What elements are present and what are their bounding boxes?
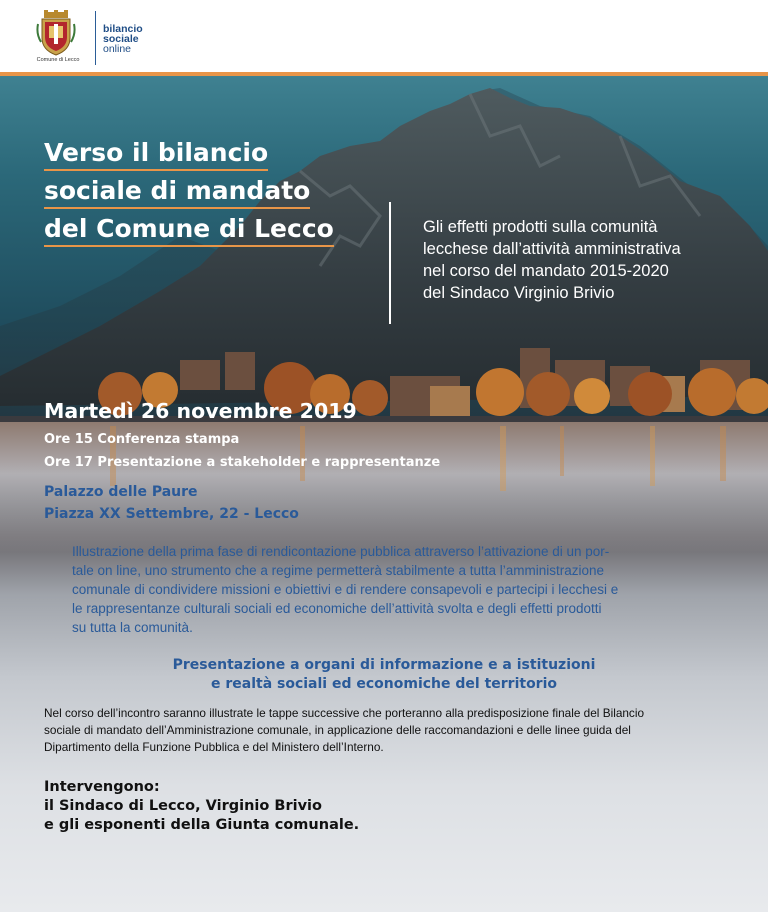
event-date: Martedì 26 novembre 2019 — [44, 399, 357, 423]
title-divider — [389, 202, 391, 324]
title-line-3: del Comune di Lecco — [44, 212, 334, 247]
speakers-label: Intervengono: — [44, 779, 160, 795]
coat-of-arms-icon — [36, 10, 76, 56]
bilancio-sociale-logo[interactable] — [103, 24, 143, 54]
body-paragraph — [44, 705, 734, 756]
speakers-block — [44, 778, 359, 835]
event-venue-name: Palazzo delle Paure — [44, 484, 198, 500]
event-title — [44, 134, 334, 248]
title-line-2: sociale di mandato — [44, 174, 310, 209]
speakers-line-1: il Sindaco di Lecco, Virginio Brivio — [44, 798, 322, 814]
crest-caption: Comune di Lecco — [36, 57, 80, 63]
body-line: Dipartimento della Funzione Pubblica e del Ministero dell’Interno. — [44, 740, 384, 754]
title-line-1: Verso il bilancio — [44, 136, 268, 171]
logo-line-1: bilancio — [103, 23, 143, 35]
body-line: Nel corso dell’incontro saranno illustrate le tappe successive che porteranno alla predisposizione finale del Bilancio — [44, 706, 645, 720]
intro-line: Illustrazione della prima fase di rendicontazione pubblica attraverso l’attivazione di un por- — [72, 544, 610, 559]
subtitle-line-4: del Sindaco Virginio Brivio — [423, 284, 615, 302]
intro-line: comunale di condividere missioni e obiettivi e di rendere consapevoli e partecipi i lecchesi e — [72, 582, 619, 597]
subtitle-line-1: Gli effetti prodotti sulla comunità — [423, 218, 658, 236]
body-line: sociale di mandato dell’Amministrazione comunale, in applicazione delle raccomandazioni e delle linee guida del — [44, 723, 631, 737]
logo-line-3: online — [103, 43, 132, 55]
event-time-press: Ore 15 Conferenza stampa — [44, 432, 240, 447]
event-time-presentation: Ore 17 Presentazione a stakeholder e rappresentanze — [44, 455, 441, 470]
intro-line: su tutta la comunità. — [72, 620, 193, 635]
speakers-line-2: e gli esponenti della Giunta comunale. — [44, 817, 360, 833]
presentation-heading-line-1: Presentazione a organi di informazione e a istituzioni — [172, 657, 596, 673]
presentation-heading — [84, 656, 684, 694]
event-subtitle — [423, 216, 753, 304]
subtitle-line-2: lecchese dall’attività amministrativa — [423, 240, 681, 258]
subtitle-line-3: nel corso del mandato 2015-2020 — [423, 262, 669, 280]
intro-line: le rappresentanze culturali sociali ed economiche dell’attività svolta e degli effetti prodotti — [72, 601, 602, 616]
logo-line-2: sociale — [103, 33, 139, 45]
page-header — [0, 0, 768, 72]
event-venue-address: Piazza XX Settembre, 22 - Lecco — [44, 506, 299, 522]
logo-divider — [95, 11, 96, 65]
intro-line: tale on line, uno strumento che a regime permetterà stabilmente a tutta l’amministrazione — [72, 563, 605, 578]
presentation-heading-line-2: e realtà sociali ed economiche del territorio — [210, 676, 558, 692]
intro-paragraph — [72, 542, 702, 637]
